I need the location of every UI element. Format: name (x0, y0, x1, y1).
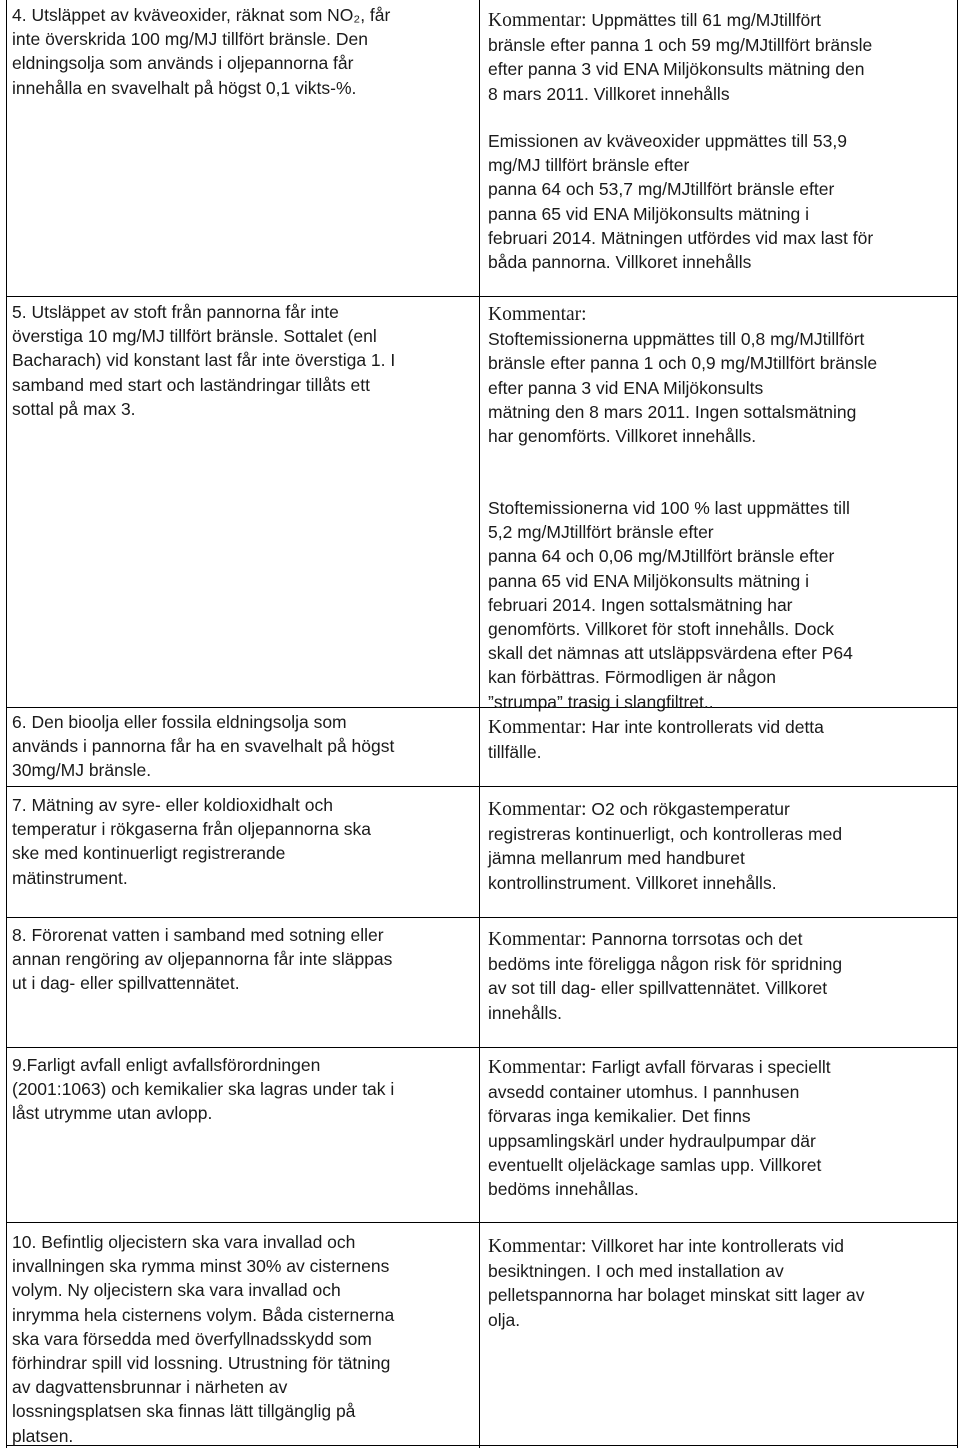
comment-line: Pannorna torrsotas och det (586, 929, 803, 949)
comment-line: Stoftemissionerna vid 100 % last uppmättes till (488, 498, 850, 518)
requirement-line: eldningsolja som används i oljepannorna får (12, 53, 354, 74)
table-border-right (957, 0, 958, 1448)
row-divider-3 (6, 786, 958, 787)
requirement-line: 4. Utsläppet av kväveoxider, räknat som NO₂, får (12, 5, 391, 25)
requirement-6 (12, 710, 394, 783)
comment-first-line (488, 1234, 864, 1259)
comment-line: båda pannorna. Villkoret innehålls (488, 252, 752, 273)
row-divider-6 (6, 1222, 958, 1223)
comment-line: uppsamlingskärl under hydraulpumpar där (488, 1130, 816, 1151)
comment-line: eventuellt oljeläckage samlas upp. Villkoret (488, 1154, 822, 1175)
requirement-line: ske med kontinuerligt registrerande (12, 843, 286, 864)
requirement-line: ska vara försedda med överfyllnadsskydd som (12, 1328, 372, 1349)
requirement-line: används i pannorna får ha en svavelhalt på högst (12, 736, 395, 757)
comment-line: panna 65 vid ENA Miljökonsults mätning i (488, 570, 810, 591)
comment-label: Kommentar: (488, 929, 587, 950)
comment-line: efter panna 3 vid ENA Miljökonsults mätning den (488, 59, 865, 80)
requirement-7 (12, 793, 371, 890)
comment-first-line (488, 797, 842, 822)
comment-first-line (488, 927, 842, 952)
requirement-line: 5. Utsläppet av stoft från pannorna får inte (12, 302, 339, 322)
comment-line: av sot till dag- eller spillvattennätet. Villkoret (488, 978, 828, 999)
requirement-line: annan rengöring av oljepannorna får inte släppas (12, 949, 393, 970)
comment-9 (488, 1055, 831, 1201)
comment-line: tillfälle. (488, 742, 542, 763)
requirement-line: låst utrymme utan avlopp. (12, 1103, 213, 1124)
requirement-line: förhindrar spill vid lossning. Utrustning för tätning (12, 1353, 391, 1374)
row-divider-1 (6, 296, 958, 297)
comment-label: Kommentar: (488, 304, 587, 325)
comment-line: bedöms innehållas. (488, 1179, 639, 1200)
comment-5-followup (488, 496, 853, 714)
requirement-line: ut i dag- eller spillvattennätet. (12, 973, 240, 994)
comment-label: Kommentar: (488, 799, 587, 820)
comment-6 (488, 715, 824, 764)
row-divider-4 (6, 917, 958, 918)
requirement-8 (12, 923, 392, 996)
comment-line: panna 65 vid ENA Miljökonsults mätning i (488, 203, 810, 224)
comment-line: Uppmättes till 61 mg/MJtillfört (586, 10, 821, 30)
comment-5 (488, 303, 877, 448)
requirement-line: lossningsplatsen ska finnas lätt tillgänglig på (12, 1401, 356, 1422)
comment-line: förvaras inga kemikalier. Det finns (488, 1106, 751, 1127)
comment-label: Kommentar: (488, 1057, 587, 1078)
requirement-line: innehålla en svavelhalt på högst 0,1 vikts-%. (12, 77, 357, 98)
comment-line: mätning den 8 mars 2011. Ingen sottalsmätning (488, 401, 857, 422)
requirement-5 (12, 300, 395, 421)
requirement-line: volym. Ny oljecistern ska vara invallad och (12, 1280, 341, 1301)
requirement-line: temperatur i rökgaserna från oljepannorna ska (12, 819, 371, 840)
comment-4 (488, 8, 872, 106)
requirement-line: invallningen ska rymma minst 30% av cisternens (12, 1256, 390, 1277)
comment-10 (488, 1234, 864, 1332)
comment-line: Villkoret har inte kontrollerats vid (586, 1236, 844, 1256)
requirement-line: (2001:1063) och kemikalier ska lagras under tak i (12, 1079, 395, 1100)
table-border-middle (479, 0, 480, 1448)
comment-4-followup (488, 129, 873, 274)
comment-line: bränsle efter panna 1 och 59 mg/MJtillfört bränsle (488, 35, 873, 56)
requirement-line: 6. Den bioolja eller fossila eldningsolja som (12, 712, 347, 732)
comment-line: mg/MJ tillfört bränsle efter (488, 155, 690, 176)
comment-line: kan förbättras. Förmodligen är någon (488, 667, 776, 688)
comment-line: O2 och rökgastemperatur (586, 799, 790, 819)
requirement-line: 9.Farligt avfall enligt avfallsförordningen (12, 1055, 321, 1075)
comment-label: Kommentar: (488, 10, 587, 31)
comment-line: panna 64 och 0,06 mg/MJtillfört bränsle efter (488, 546, 835, 567)
requirement-line: samband med start och laständringar tillåts ett (12, 374, 370, 395)
comment-label: Kommentar: (488, 1236, 587, 1257)
requirement-line: inrymma hela cisternens volym. Båda cisternerna (12, 1304, 395, 1325)
comment-line: ”strumpa” trasig i slangfiltret.. (488, 691, 714, 712)
comment-first-line (488, 715, 824, 740)
comment-line: bränsle efter panna 1 och 0,9 mg/MJtillfört bränsle (488, 353, 878, 374)
requirement-line: platsen. (12, 1425, 74, 1446)
comment-line: kontrollinstrument. Villkoret innehålls. (488, 872, 777, 893)
table-border-left (6, 0, 7, 1448)
requirement-line: inte överskrida 100 mg/MJ tillfört bränsle. Den (12, 29, 368, 50)
comment-8 (488, 927, 842, 1025)
comment-first-line (488, 8, 872, 33)
comment-line: Emissionen av kväveoxider uppmättes till 53,9 (488, 131, 847, 151)
comment-line: registreras kontinuerligt, och kontrolleras med (488, 824, 843, 845)
comment-line: genomförts. Villkoret för stoft innehålls. Dock (488, 619, 834, 640)
requirement-line: sottal på max 3. (12, 398, 136, 419)
comment-line: bedöms inte föreligga någon risk för spridning (488, 954, 843, 975)
requirement-4 (12, 3, 390, 100)
comment-line: februari 2014. Mätningen utfördes vid max last för (488, 227, 874, 248)
requirement-line: 7. Mätning av syre- eller koldioxidhalt och (12, 795, 333, 815)
comment-line: februari 2014. Ingen sottalsmätning har (488, 594, 793, 615)
comment-7 (488, 797, 842, 895)
requirement-line: 10. Befintlig oljecistern ska vara invallad och (12, 1232, 356, 1252)
comment-line: innehålls. (488, 1002, 562, 1023)
requirement-line: 8. Förorenat vatten i samband med sotning eller (12, 925, 384, 945)
comment-line: Har inte kontrollerats vid detta (586, 717, 824, 737)
comment-line: 8 mars 2011. Villkoret innehålls (488, 83, 730, 104)
requirement-line: överstiga 10 mg/MJ tillfört bränsle. Sottalet (enl (12, 326, 377, 347)
comment-line: olja. (488, 1309, 521, 1330)
requirement-9 (12, 1053, 394, 1126)
comment-line: efter panna 3 vid ENA Miljökonsults (488, 377, 764, 398)
comment-line: panna 64 och 53,7 mg/MJtillfört bränsle efter (488, 179, 835, 200)
comment-line: jämna mellanrum med handburet (488, 848, 745, 869)
comment-line: har genomförts. Villkoret innehålls. (488, 426, 757, 447)
requirement-10 (12, 1230, 394, 1448)
comment-line: avsedd container utomhus. I pannhusen (488, 1082, 800, 1103)
comment-line: skall det nämnas att utsläppsvärdena efter P64 (488, 643, 853, 664)
comment-line: besiktningen. I och med installation av (488, 1261, 784, 1282)
comment-line: 5,2 mg/MJtillfört bränsle efter (488, 522, 714, 543)
comment-line: pelletspannorna har bolaget minskat sitt lager av (488, 1285, 865, 1306)
comment-first-line (488, 1055, 831, 1080)
requirement-line: av dagvattensbrunnar i närheten av (12, 1377, 288, 1398)
requirement-line: 30mg/MJ bränsle. (12, 760, 152, 781)
row-divider-5 (6, 1047, 958, 1048)
comment-line: Farligt avfall förvaras i speciellt (586, 1057, 831, 1077)
requirement-line: mätinstrument. (12, 867, 128, 888)
requirement-line: Bacharach) vid konstant last får inte överstiga 1. I (12, 350, 396, 371)
comment-line: Stoftemissionerna uppmättes till 0,8 mg/MJtillfört (488, 329, 865, 350)
comment-label: Kommentar: (488, 717, 587, 738)
